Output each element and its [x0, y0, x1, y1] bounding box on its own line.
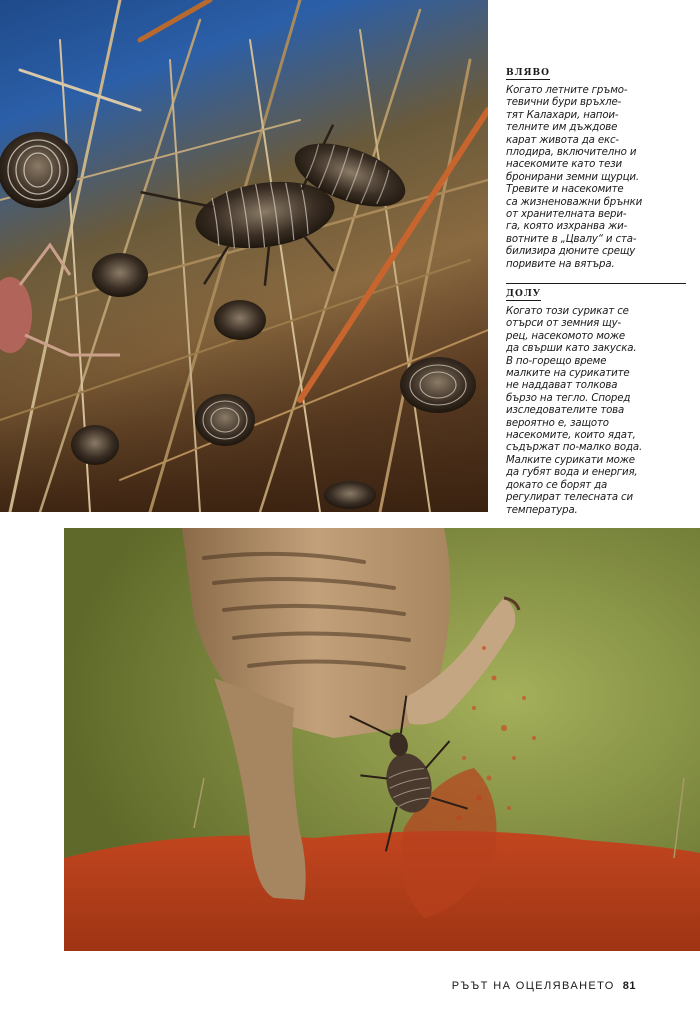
caption-left: [506, 62, 686, 271]
caption-line: докато се борят да: [506, 479, 608, 491]
caption-line: изследователите това: [506, 405, 625, 417]
caption-line: насекомите, които ядат,: [506, 430, 636, 442]
photo-meerkat-and-cricket: [64, 528, 700, 951]
meerkat-illustration: [64, 528, 700, 951]
caption-line: от хранителната вери-: [506, 209, 627, 221]
caption-line: вотните в „Цвалу“ и ста-: [506, 233, 637, 245]
caption-line: са жизненоважни брънки: [506, 196, 643, 208]
caption-line: телните им дъждове: [506, 122, 618, 134]
caption-line: не наддават толкова: [506, 380, 618, 392]
caption-line: поривите на вятъра.: [506, 258, 615, 270]
caption-line: температура.: [506, 504, 578, 516]
caption-line: отърси от земния щу-: [506, 318, 622, 330]
caption-line: плодира, включително и: [506, 147, 637, 159]
caption-line: да губят вода и енергия,: [506, 467, 638, 479]
caption-line: В по-горещо време: [506, 355, 607, 367]
caption-below-body: [506, 306, 686, 517]
caption-line: регулират телесната си: [506, 492, 633, 504]
page-number: 81: [622, 980, 636, 992]
crickets-illustration: [0, 0, 488, 512]
caption-left-heading: ВЛЯВО: [506, 68, 550, 78]
caption-line: насекомите като тези: [506, 159, 622, 171]
caption-left-body: [506, 85, 686, 271]
caption-line: билизира дюните срещу: [506, 246, 636, 258]
caption-line: га, която изхранва жи-: [506, 221, 628, 233]
caption-line: вероятно е, защото: [506, 417, 609, 429]
caption-line: Когато летните гръмо-: [506, 85, 628, 96]
caption-line: рец, насекомото може: [506, 330, 625, 342]
caption-line: Когато този сурикат се: [506, 306, 629, 317]
caption-line: тят Калахари, напои-: [506, 109, 619, 121]
caption-line: тевични бури връхле-: [506, 97, 622, 109]
caption-line: карат живота да екс-: [506, 134, 619, 146]
caption-below: [506, 283, 686, 517]
section-title: РЪЪТ НА ОЦЕЛЯВАНЕТО: [451, 980, 615, 992]
caption-line: Малките сурикати може: [506, 454, 635, 466]
caption-line: да свърши като закуска.: [506, 343, 637, 355]
caption-line: съдържат по-малко вода.: [506, 442, 643, 454]
photo-crickets-in-grass: [0, 0, 488, 512]
caption-below-heading: ДОЛУ: [506, 289, 542, 299]
page-footer: [452, 980, 636, 992]
caption-line: Тревите и насекомите: [506, 184, 624, 196]
caption-line: бронирани земни щурци.: [506, 171, 639, 183]
caption-line: бързо на тегло. Според: [506, 392, 631, 404]
caption-line: малките на сурикатите: [506, 368, 630, 380]
